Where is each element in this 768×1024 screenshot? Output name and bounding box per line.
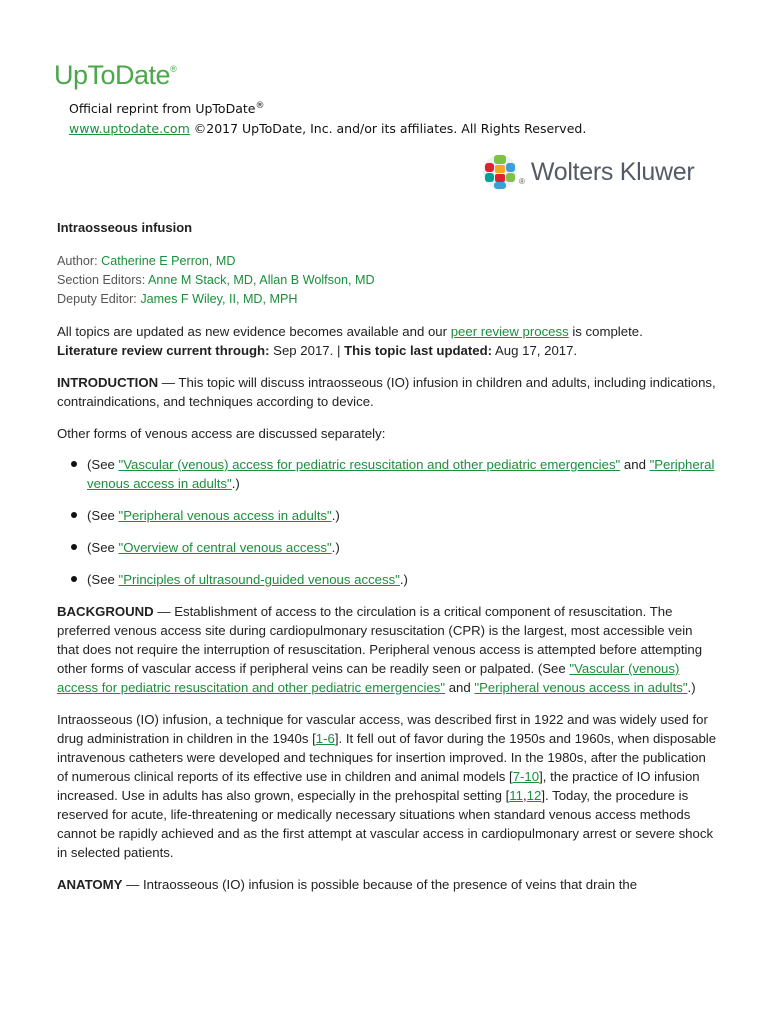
history-text: ]. It fell out of favor during the 1950s and 1960s, when disposable intravenous catheters were developed and techniques for insertion improved. In the 1980s, after the publication of numerous clinical reports of its effective use in children and animal models [	[57, 731, 717, 784]
reference-link[interactable]: 11	[509, 788, 523, 803]
logo-text: UpToDate	[54, 60, 171, 90]
update-text: All topics are updated as new evidence becomes available and our	[57, 324, 451, 339]
reprint-notice	[69, 96, 586, 139]
literature-review-value: Sep 2017. |	[269, 343, 345, 358]
deputy-editor-label: Deputy Editor:	[57, 292, 141, 306]
bullet-prefix: (See	[87, 508, 119, 523]
publisher-name: Wolters Kluwer	[530, 157, 695, 186]
last-updated-value: Aug 17, 2017.	[492, 343, 578, 358]
copyright-text: ©2017 UpToDate, Inc. and/or its affiliates. All Rights Reserved.	[189, 121, 587, 137]
introduction-text: — This topic will discuss intraosseous (IO) infusion in children and adults, including indications, contraindications, and techniques according to device.	[57, 375, 716, 409]
section-editors-label: Section Editors:	[57, 273, 149, 287]
reference-link[interactable]: 7-10	[512, 769, 540, 784]
central-venous-access-link[interactable]: "Overview of central venous access"	[118, 540, 332, 555]
ultrasound-guided-access-link[interactable]: "Principles of ultrasound-guided venous access"	[118, 572, 400, 587]
peripheral-venous-access-link[interactable]: "Peripheral venous access in adults"	[474, 680, 688, 695]
background-end: .)	[687, 680, 696, 695]
anatomy-paragraph	[57, 875, 717, 894]
author-label: Author:	[57, 254, 102, 268]
uptodate-logo	[54, 60, 176, 91]
background-heading: BACKGROUND	[57, 604, 154, 619]
other-forms-text: Other forms of venous access are discussed separately:	[57, 426, 386, 441]
section-editors-names[interactable]: Anne M Stack, MD, Allan B Wolfson, MD	[148, 273, 375, 287]
reference-separator: ,	[523, 788, 527, 803]
publisher-registered-mark: ®	[519, 176, 525, 186]
pediatric-vascular-access-link[interactable]: "Vascular (venous) access for pediatric resuscitation and other pediatric emergencies"	[118, 457, 621, 472]
article-authors	[57, 252, 717, 309]
bullet-suffix: .)	[331, 540, 340, 555]
update-text-end: is complete.	[568, 324, 643, 339]
last-updated-label: This topic last updated:	[344, 343, 493, 358]
peripheral-venous-access-link[interactable]: "Peripheral venous access in adults"	[87, 457, 715, 491]
history-text: ], the practice of IO infusion increased. Use in adults has also grown, especially in the prehospital setting [	[57, 769, 700, 803]
peripheral-venous-access-link[interactable]: "Peripheral venous access in adults"	[118, 508, 332, 523]
history-paragraph	[57, 710, 717, 862]
background-paragraph	[57, 602, 717, 697]
list-item	[87, 570, 717, 589]
deputy-editor-name[interactable]: James F Wiley, II, MD, MPH	[140, 292, 298, 306]
bullet-prefix: (See	[87, 540, 119, 555]
reference-link[interactable]: 1-6	[315, 731, 335, 746]
article-body	[57, 218, 717, 894]
literature-review-label: Literature review current through:	[57, 343, 270, 358]
background-text: — Establishment of access to the circulation is a critical component of resuscitation. The preferred venous access site during cardiopulmonary resuscitation (CPR) is the largest, most accessible vein that does not require the interruption of resuscitation. Peripheral venous access is attempted before attempting other forms of vascular access if peripheral veins can be readily seen or palpated. (See	[57, 604, 703, 676]
reprint-line: Official reprint from UpToDate	[69, 101, 256, 117]
article-title: Intraosseous infusion	[57, 220, 193, 235]
bullet-prefix: (See	[87, 457, 119, 472]
history-text: ]. Today, the procedure is reserved for acute, life-threatening or medically necessary situations when standard venous access methods cannot be rapidly achieved and as the first attempt at vascular access in cardiopulmonary arrest or severe shock in selected patients.	[57, 788, 714, 860]
anatomy-text: — Intraosseous (IO) infusion is possible because of the presence of veins that drain the	[122, 877, 638, 892]
bullet-suffix: .)	[231, 476, 240, 491]
see-also-list	[57, 455, 717, 589]
bullet-prefix: (See	[87, 572, 119, 587]
introduction-paragraph	[57, 373, 717, 411]
wolters-kluwer-globe-icon	[482, 154, 518, 190]
anatomy-heading: ANATOMY	[57, 877, 123, 892]
update-notice	[57, 322, 717, 360]
pediatric-vascular-access-link[interactable]: "Vascular (venous) access for pediatric resuscitation and other pediatric emergencies"	[57, 661, 680, 695]
reference-link[interactable]: 12	[526, 788, 542, 803]
background-conjunction: and	[445, 680, 475, 695]
list-item	[87, 506, 717, 525]
list-item	[87, 455, 717, 493]
history-text: Intraosseous (IO) infusion, a technique for vascular access, was described first in 1922 and was widely used for drug administration in children in the 1940s [	[57, 712, 708, 746]
reprint-registered-mark: ®	[255, 101, 265, 111]
list-item	[87, 538, 717, 557]
author-name[interactable]: Catherine E Perron, MD	[101, 254, 236, 268]
bullet-suffix: .)	[399, 572, 408, 587]
introduction-heading: INTRODUCTION	[57, 375, 159, 390]
uptodate-site-link[interactable]: www.uptodate.com	[69, 121, 190, 137]
wolters-kluwer-logo	[482, 154, 694, 190]
bullet-suffix: .)	[331, 508, 340, 523]
bullet-conjunction: and	[620, 457, 650, 472]
logo-registered-mark: ®	[170, 64, 177, 74]
peer-review-link[interactable]: peer review process	[450, 324, 569, 339]
